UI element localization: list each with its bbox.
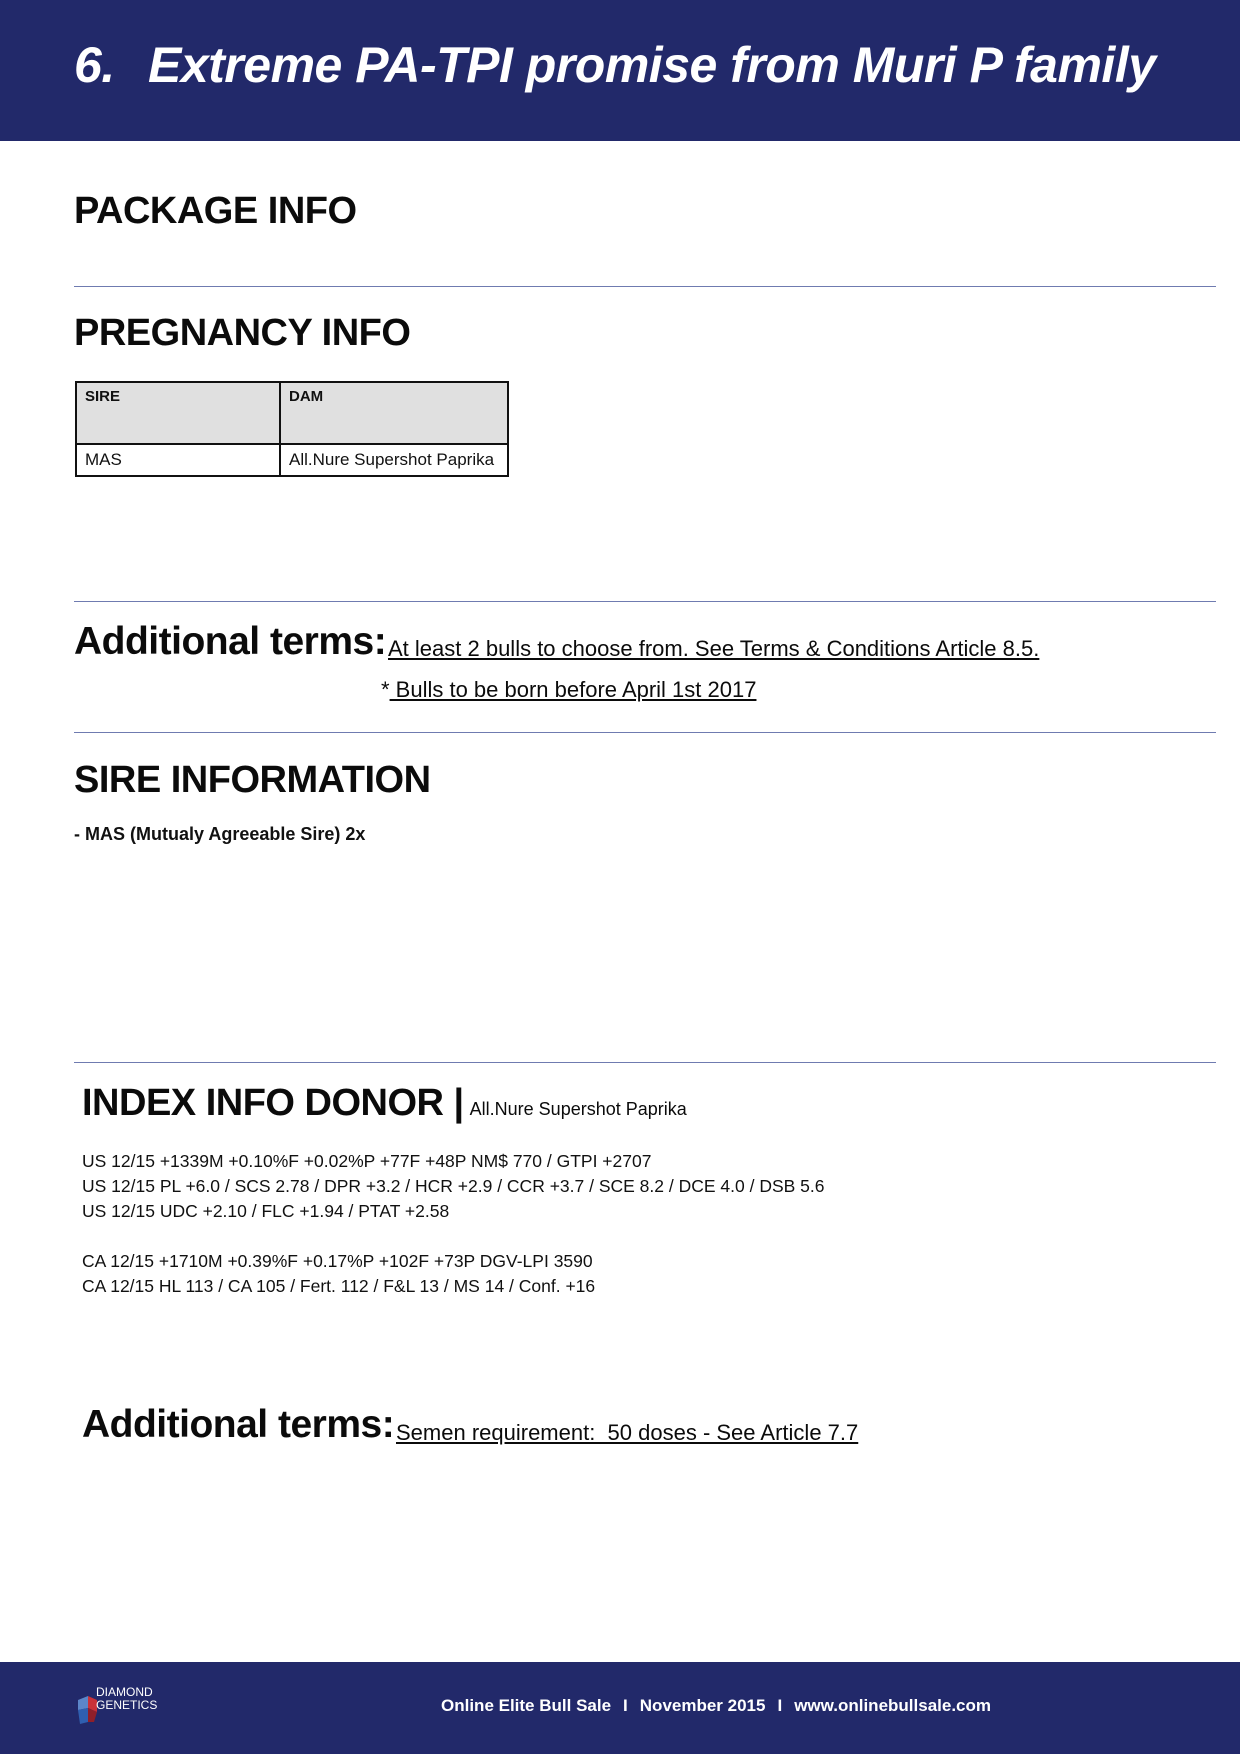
pregnancy-table: [75, 381, 509, 477]
sire-cell: MAS: [76, 444, 280, 476]
package-info-heading: PACKAGE INFO: [74, 190, 357, 232]
lot-number: 6.: [74, 37, 115, 93]
dam-cell: All.Nure Supershot Paprika: [280, 444, 508, 476]
us-index-line: US 12/15 UDC +2.10 / FLC +1.94 / PTAT +2.58: [82, 1201, 450, 1221]
additional-terms-line-1: At least 2 bulls to choose from. See Terms & Conditions Article 8.5.: [388, 636, 1040, 661]
sire-information-line: - MAS (Mutualy Agreeable Sire) 2x: [74, 824, 366, 844]
additional-terms-label: Additional terms:: [74, 620, 387, 663]
column-header-dam: DAM: [280, 382, 508, 444]
page-header: [0, 0, 1240, 141]
diamond-genetics-logo: [76, 1686, 186, 1732]
index-info-heading: [82, 1082, 687, 1125]
table-row: [76, 444, 508, 476]
ca-index-line: CA 12/15 +1710M +0.39%F +0.17%P +102F +73P DGV-LPI 3590: [82, 1251, 593, 1271]
asterisk: *: [381, 677, 390, 702]
sale-date: November 2015: [639, 1696, 766, 1715]
pregnancy-info-heading: PREGNANCY INFO: [74, 312, 411, 354]
page-title: [74, 36, 1156, 94]
logo-line-1: DIAMOND: [96, 1685, 153, 1699]
index-values: [82, 1149, 825, 1299]
additional-terms-line-2: [381, 677, 756, 703]
table-header-row: [76, 382, 508, 444]
footer-text: [441, 1696, 991, 1716]
divider: [74, 601, 1216, 602]
donor-name: All.Nure Supershot Paprika: [469, 1099, 687, 1119]
additional-terms-line-2-text: Bulls to be born before April 1st 2017: [389, 677, 757, 702]
footer-separator: I: [623, 1696, 628, 1715]
website-link[interactable]: www.onlinebullsale.com: [794, 1696, 991, 1715]
additional-terms-label: Additional terms:: [82, 1403, 395, 1446]
divider: [74, 732, 1216, 733]
divider: [74, 286, 1216, 287]
spacer: [82, 1224, 825, 1249]
sale-name: Online Elite Bull Sale: [441, 1696, 612, 1715]
lot-title: Extreme PA-TPI promise from Muri P family: [148, 37, 1156, 93]
us-index-line: US 12/15 +1339M +0.10%F +0.02%P +77F +48P NM$ 770 / GTPI +2707: [82, 1151, 652, 1171]
footer-separator: I: [777, 1696, 783, 1715]
ca-index-line: CA 12/15 HL 113 / CA 105 / Fert. 112 / F&L 13 / MS 14 / Conf. +16: [82, 1276, 596, 1296]
diamond-logo-icon: [76, 1692, 98, 1726]
us-index-line: US 12/15 PL +6.0 / SCS 2.78 / DPR +3.2 / HCR +2.9 / CCR +3.7 / SCE 8.2 / DCE 4.0 / DSB 5.6: [82, 1176, 825, 1196]
divider: [74, 1062, 1216, 1063]
logo-text: [96, 1686, 157, 1712]
sire-information-heading: SIRE INFORMATION: [74, 759, 431, 801]
index-info-title: INDEX INFO DONOR |: [82, 1082, 464, 1124]
logo-line-2: GENETICS: [96, 1698, 158, 1712]
page-footer: [0, 1662, 1240, 1754]
column-header-sire: SIRE: [76, 382, 280, 444]
semen-requirement-text: Semen requirement: 50 doses - See Article 7.7: [396, 1420, 859, 1445]
